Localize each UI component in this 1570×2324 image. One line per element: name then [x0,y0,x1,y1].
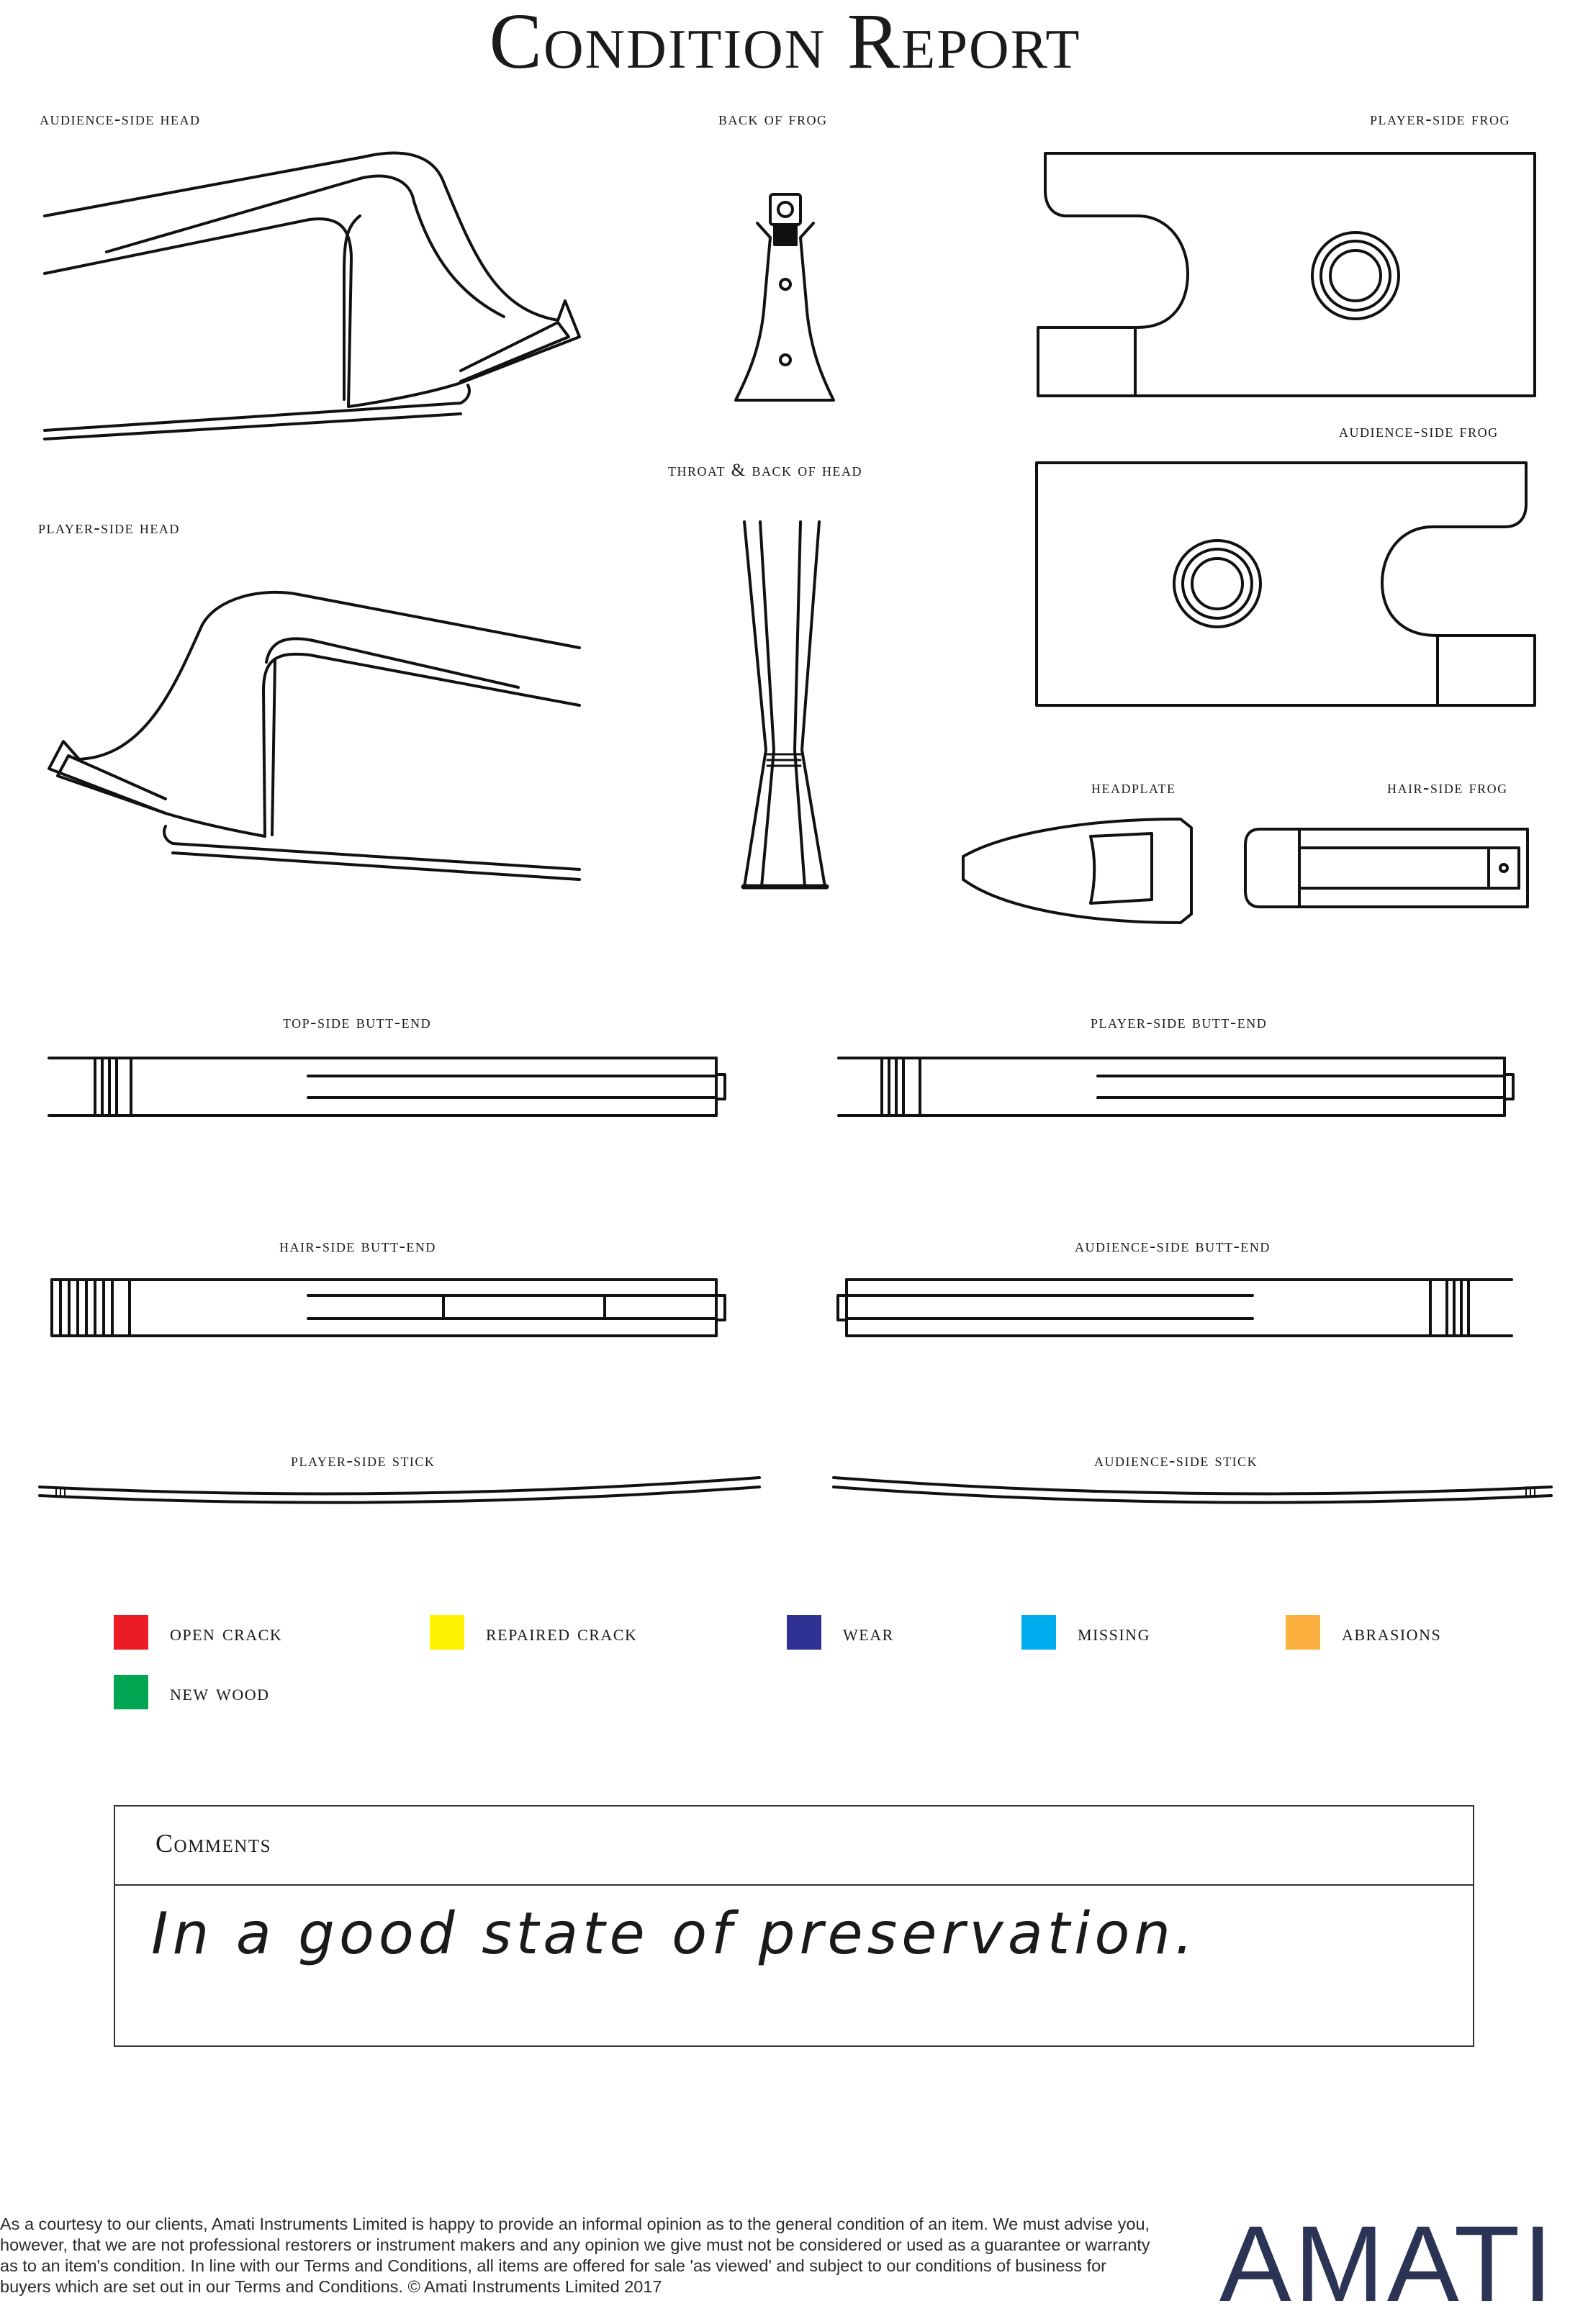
headplate-drawing [963,819,1191,923]
label-player-side-stick: player-side stick [291,1451,436,1470]
legend-missing [1021,1615,1150,1650]
audience-side-head-drawing [45,153,579,439]
comments-heading: Comments [115,1807,1473,1886]
audience-side-stick-drawing [834,1478,1551,1503]
label-player-side-frog: player-side frog [1370,109,1510,129]
label-audience-side-butt-end: audience-side butt-end [1075,1236,1271,1256]
legend-label: abrasions [1342,1619,1442,1645]
comments-box [114,1805,1474,2047]
label-audience-side-stick: audience-side stick [1094,1451,1258,1470]
legend-swatch [1286,1615,1320,1650]
label-player-side-head: player-side head [38,518,180,538]
label-audience-side-head: audience-side head [40,109,201,129]
legend-swatch [114,1615,148,1650]
hair-side-butt-end-drawing [52,1280,725,1336]
label-top-side-butt-end: top-side butt-end [283,1013,432,1032]
label-hair-side-butt-end: hair-side butt-end [279,1236,436,1256]
label-headplate: headplate [1091,778,1176,797]
throat-back-of-head-drawing [744,522,826,887]
player-side-frog-drawing [1038,153,1535,396]
legend-repaired-crack [430,1615,637,1650]
legend-wear [787,1615,894,1650]
player-side-butt-end-drawing [839,1058,1513,1116]
page-title: Condition Report [489,0,1081,85]
amati-logo: AMATI [1219,2203,1556,2324]
top-side-butt-end-drawing [49,1058,725,1116]
label-audience-side-frog: audience-side frog [1339,422,1499,441]
legend-new-wood [114,1675,270,1709]
legend-swatch [1021,1615,1056,1650]
disclaimer-text: As a courtesy to our clients, Amati Instruments Limited is happy to provide an informal opinion as to the general condition of an item. We must advise you, however, that we are not professional restorers or instrument makers and any opinion we give must not be considered or used as a guarantee or warranty as to an item's condition. In line with our Terms and Conditions, all items are offered for sale 'as viewed' and subject to our conditions of business for buyers which are set out in our Terms and Conditions. © Amati Instruments Limited 2017 [0,2215,1150,2296]
legend-swatch [114,1675,148,1709]
legend-swatch [430,1615,464,1650]
audience-side-butt-end-drawing [838,1280,1512,1336]
comments-text: In a good state of preservation. [151,1900,1198,1967]
legend-open-crack [114,1615,282,1650]
back-of-frog-drawing [736,194,834,400]
label-player-side-butt-end: player-side butt-end [1091,1013,1268,1032]
legend-label: wear [843,1619,894,1645]
label-throat-back-of-head: throat & back of head [668,461,862,480]
legend-label: new wood [170,1678,270,1705]
audience-side-frog-drawing [1037,463,1535,705]
legend-abrasions [1286,1615,1441,1650]
legend-label: repaired crack [486,1619,638,1645]
legend-label: open crack [170,1619,283,1645]
hair-side-frog-drawing [1245,829,1528,907]
legend-label: missing [1078,1619,1150,1645]
legend-swatch [787,1615,821,1650]
player-side-head-drawing [49,592,579,880]
label-hair-side-frog: hair-side frog [1387,778,1508,797]
player-side-stick-drawing [40,1478,759,1503]
label-back-of-frog: back of frog [718,109,828,129]
